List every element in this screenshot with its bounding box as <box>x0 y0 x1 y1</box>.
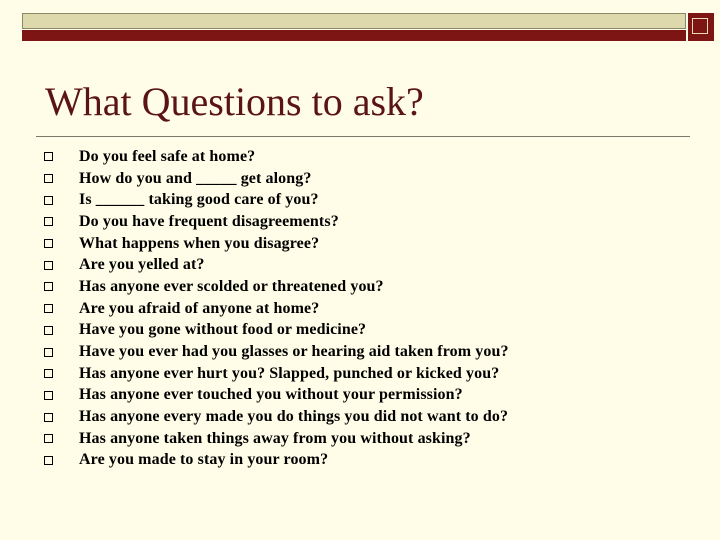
list-item <box>44 320 509 342</box>
square-bullet-icon <box>44 239 53 248</box>
list-item-text: What happens when you disagree? <box>79 234 320 252</box>
list-item-text: Do you have frequent disagreements? <box>79 212 339 230</box>
list-item <box>44 406 509 428</box>
square-bullet-icon <box>44 261 53 270</box>
square-bullet-icon <box>44 304 53 313</box>
list-item-text: Has anyone every made you do things you did not want to do? <box>79 408 509 426</box>
slide-title: What Questions to ask? <box>45 79 424 124</box>
list-item <box>44 233 509 255</box>
list-item <box>44 189 509 211</box>
header-decoration-dark-bar <box>22 30 686 41</box>
list-item <box>44 450 509 472</box>
list-item <box>44 428 509 450</box>
square-bullet-icon <box>44 369 53 378</box>
square-bullet-icon <box>44 391 53 400</box>
list-item-text: Do you feel safe at home? <box>79 147 256 165</box>
list-item-text: Have you ever had you glasses or hearing aid taken from you? <box>79 343 509 361</box>
square-bullet-icon <box>44 174 53 183</box>
list-item-text: Are you afraid of anyone at home? <box>79 299 320 317</box>
bullet-list <box>44 146 509 471</box>
list-item-text: Are you made to stay in your room? <box>79 451 329 469</box>
square-bullet-icon <box>44 326 53 335</box>
list-item <box>44 146 509 168</box>
title-divider <box>36 136 690 137</box>
square-bullet-icon <box>44 348 53 357</box>
list-item <box>44 254 509 276</box>
list-item-text: Have you gone without food or medicine? <box>79 321 367 339</box>
list-item <box>44 276 509 298</box>
list-item-text: Has anyone taken things away from you without asking? <box>79 429 471 447</box>
list-item-text: Has anyone ever touched you without your permission? <box>79 386 463 404</box>
list-item <box>44 298 509 320</box>
list-item-text: How do you and _____ get along? <box>79 169 312 187</box>
square-bullet-icon <box>44 282 53 291</box>
square-bullet-icon <box>44 217 53 226</box>
list-item <box>44 168 509 190</box>
square-bullet-icon <box>44 434 53 443</box>
list-item <box>44 211 509 233</box>
list-item-text: Has anyone ever scolded or threatened you? <box>79 277 384 295</box>
list-item <box>44 363 509 385</box>
list-item-text: Has anyone ever hurt you? Slapped, punched or kicked you? <box>79 364 500 382</box>
list-item-text: Are you yelled at? <box>79 256 205 274</box>
square-bullet-icon <box>44 456 53 465</box>
square-bullet-icon <box>44 413 53 422</box>
square-bullet-icon <box>44 152 53 161</box>
list-item-text: Is ______ taking good care of you? <box>79 191 319 209</box>
list-item <box>44 385 509 407</box>
list-item <box>44 341 509 363</box>
square-bullet-icon <box>44 196 53 205</box>
header-decoration-square <box>688 13 714 41</box>
header-decoration-light-bar <box>22 13 686 29</box>
